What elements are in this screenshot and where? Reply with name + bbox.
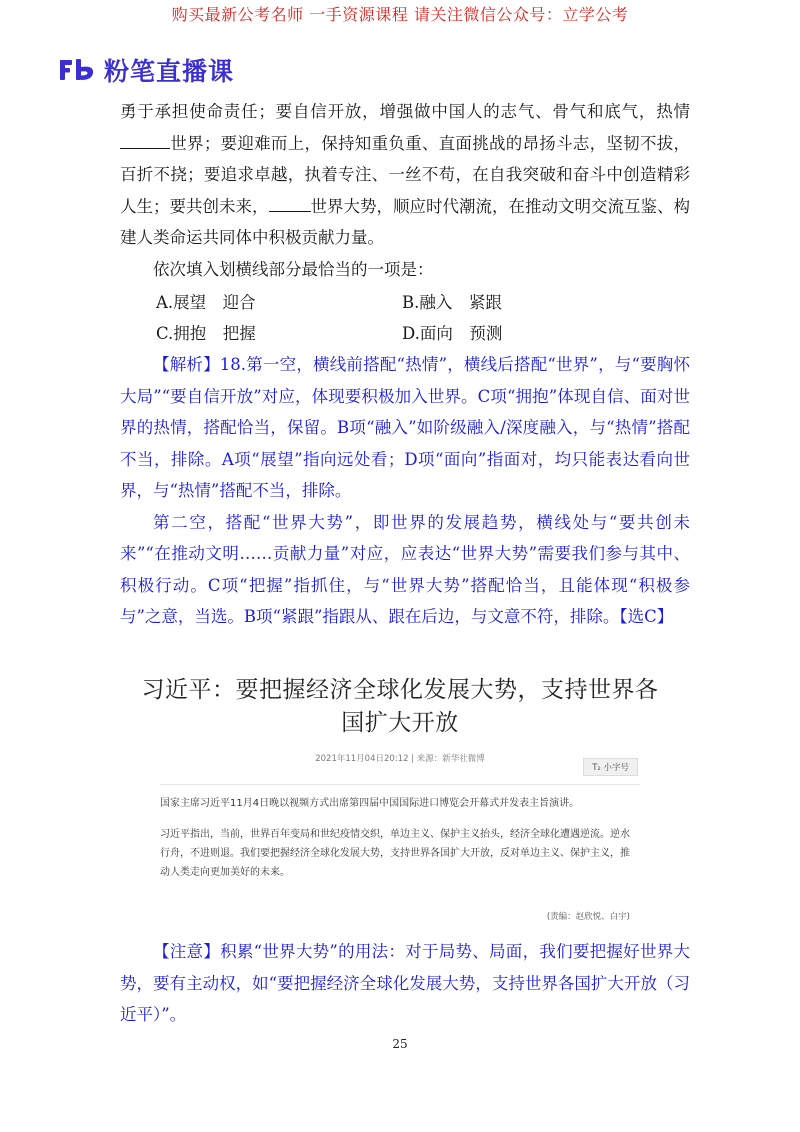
question-prompt: 依次填入划横线部分最恰当的一项是： — [153, 259, 434, 279]
news-screenshot — [140, 660, 660, 932]
news-meta: 2021年11月04日20:12 | 来源：新华社微博 — [315, 754, 485, 764]
page-number: 25 — [392, 1037, 408, 1051]
options-list — [156, 287, 690, 349]
option-a: A.展望 迎合 — [156, 293, 256, 312]
options-row — [156, 287, 690, 318]
option-b: B.融入 紧跟 — [402, 293, 502, 312]
note-paragraph: 【注意】积累“世界大势”的用法：对于局势、局面，我们要把握好世界大势，要有主动权，如“要把握经济全球化发展大势，支持世界各国扩大开放（习近平）”。 — [120, 942, 690, 1024]
news-editor: (责编：赵欣悦、白宇) — [546, 912, 630, 922]
analysis-paragraph-1: 【解析】18.第一空，横线前搭配“热情”，横线后搭配“世界”，与“要胸怀大局”“要自信开放”对应，体现要积极加入世界。C项“拥抱”体现自信、面对世界的热情，搭配恰当，保留。B项“融入”如阶级融入/深度融入，与“热情”搭配不当，排除。A项“展望”指向远处看；D项“面向”指面对，均只能表达看向世界，与“热情”搭配不当，排除。 — [120, 355, 690, 500]
blank-2 — [269, 197, 311, 212]
question-stem — [120, 96, 690, 254]
news-paragraph-2: 习近平指出，当前，世界百年变局和世纪疫情交织，单边主义、保护主义抬头，经济全球化遭遇逆流。逆水行舟，不进则退。我们要把握经济全球化发展大势，支持世界各国扩大开放，反对单边主义、保护主义，推动人类走向更加美好的未来。 — [160, 829, 630, 878]
fenbi-logo-icon — [58, 57, 96, 83]
blank-1-cont — [154, 134, 170, 149]
option-c: C.拥抱 把握 — [156, 324, 256, 343]
font-size-button: T₂ 小字号 — [583, 758, 638, 776]
top-banner: 购买最新公考名师 一手资源课程 请关注微信公众号：立学公考 — [171, 5, 629, 24]
news-divider — [160, 784, 640, 785]
news-paragraph-1: 国家主席习近平11月4日晚以视频方式出席第四届中国国际进口博览会开幕式并发表主旨演讲。 — [160, 798, 580, 809]
note-block — [120, 936, 690, 1031]
option-d: D.面向 预测 — [402, 324, 503, 343]
question-block — [120, 96, 690, 633]
analysis-paragraph-2: 第二空，搭配“世界大势”，即世界的发展趋势，横线处与“要共创未来”“在推动文明……贡献力量”对应，应表达“世界大势”需要我们参与其中、积极行动。C项“把握”指抓住，与“世界大势”搭配恰当，且能体现“积极参与”之意，当选。B项“紧跟”指跟从、跟在后边，与文意不符，排除。【选C】 — [120, 512, 690, 626]
brand-name: 粉笔直播课 — [104, 57, 235, 86]
news-body — [160, 794, 638, 894]
news-title: 习近平：要把握经济全球化发展大势，支持世界各国扩大开放 — [141, 677, 659, 736]
question-line-3: 世界大势，顺应时代潮流，在推动文明交流互鉴、构建人类命运共同体中积极贡献力量。 — [120, 196, 690, 247]
question-line-2: 世界；要迎难而上，保持知重负重、直面挑战的昂扬斗志，坚韧不拔，百折不挠；要追求卓越，执着专注、一丝不苟，在自我突破和奋斗中创造精彩人生；要共创未来， — [120, 133, 690, 216]
options-row — [156, 318, 690, 349]
brand-header — [58, 52, 234, 88]
blank-1 — [120, 134, 154, 149]
question-line-1: 勇于承担使命责任；要自信开放，增强做中国人的志气、骨气和底气，热情 — [120, 102, 690, 121]
